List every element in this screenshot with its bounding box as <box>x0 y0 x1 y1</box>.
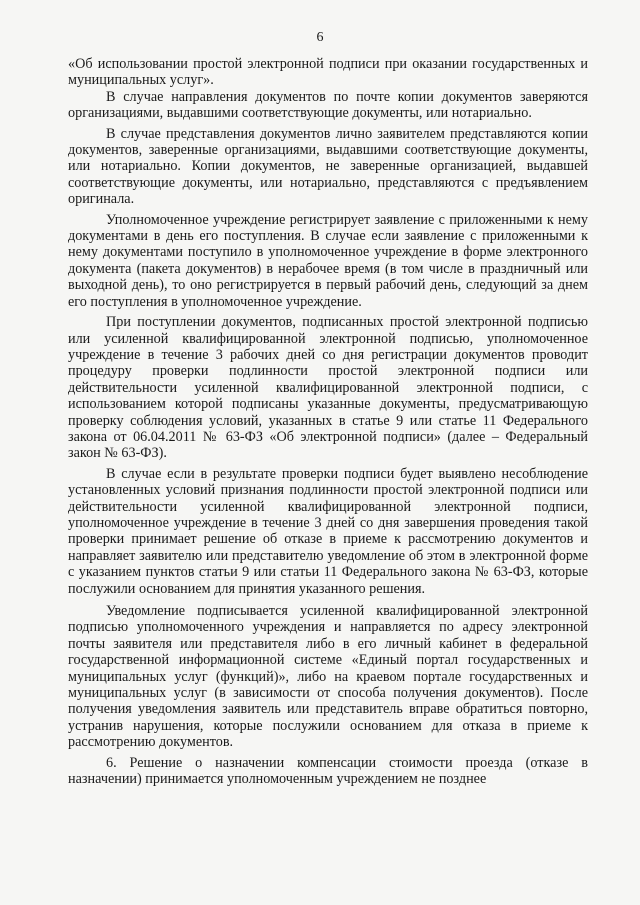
paragraph: Уведомление подписывается усиленной квалифицированной электронной подписью уполномоченного учреждения и направляется по адресу электронной почты заявителя или представителя либо в его личный кабинет в федеральной государственной информационной системе «Единый портал государственных и муниципальных услуг (функций)», либо на краевом портале государственных и муниципальных услуг (в зависимости от способа получения документов). После получения уведомления заявитель или представитель вправе обратиться повторно, устранив нарушения, которые послужили основанием для отказа в приеме к рассмотрению документов. <box>68 603 588 751</box>
paragraph: При поступлении документов, подписанных простой электронной подписью или усиленной квалифицированной электронной подписью, уполномоченное учреждение в течение 3 рабочих дней со дня регистрации документов проводит процедуру проверки подлинности простой электронной подписи или действительности усиленной квалифицированной электронной подписи, с использованием которой подписаны указанные документы, предусматривающую проверку соблюдения условий, указанных в статье 9 или статье 11 Федерального закона от 06.04.2011 № 63-ФЗ «Об электронной подписи» (далее – Федеральный закон № 63-ФЗ). <box>68 314 588 462</box>
paragraph: В случае направления документов по почте копии документов заверяются организациями, выдавшими соответствующие документы, или нотариально. <box>68 88 588 122</box>
paragraph: В случае представления документов лично заявителем представляются копии документов, заверенные организациями, выдавшими соответствующие документы, или нотариально. Копии документов, не заверенные организацией, выдавшей соответствующие документы, или нотариально, представляются с предъявлением оригинала. <box>68 125 588 208</box>
paragraph: 6. Решение о назначении компенсации стоимости проезда (отказе в назначении) принимается уполномоченным учреждением не позднее <box>68 754 588 788</box>
paragraph: Уполномоченное учреждение регистрирует заявление с приложенными к нему документами в день его поступления. В случае если заявление с приложенными к нему документами поступило в уполномоченное учреждение в форме электронного документа (пакета документов) в нерабочее время (в том числе в праздничный или выходной день), то оно регистрируется в первый рабочий день, следующий за днем его поступления в уполномоченное учреждение. <box>68 211 588 310</box>
paragraph: «Об использовании простой электронной подписи при оказании государственных и муниципальных услуг». <box>68 56 588 89</box>
page-number: 6 <box>316 30 324 45</box>
paragraph: В случае если в результате проверки подписи будет выявлено несоблюдение установленных условий признания подлинности простой электронной подписи или действительности усиленной квалифицированной электронной подписи, уполномоченное учреждение в течение 3 дней со дня завершения проведения такой проверки принимает решение об отказе в приеме к рассмотрению документов и направляет заявителю или представителю уведомление об этом в электронной форме с указанием пунктов статьи 9 или статьи 11 Федерального закона № 63-ФЗ, которые послужили основанием для принятия указанного решения. <box>68 465 588 597</box>
document-body <box>68 56 588 787</box>
